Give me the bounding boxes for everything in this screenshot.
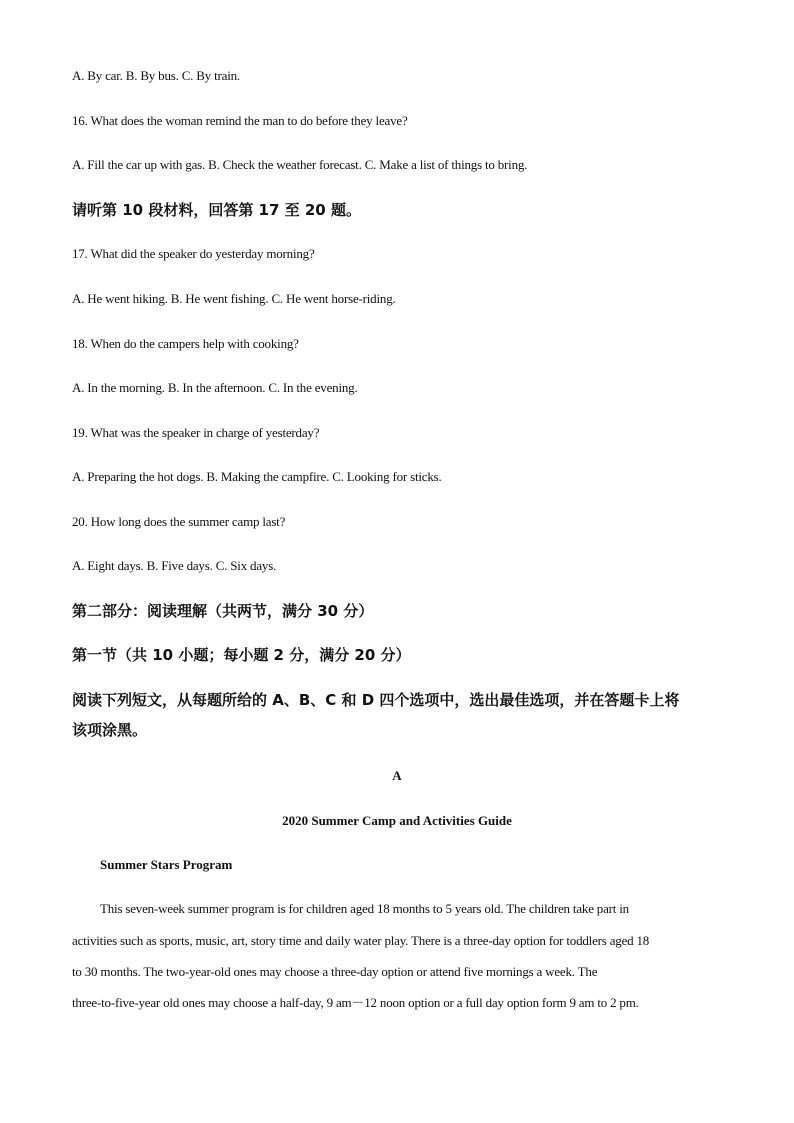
question-option-line: A. By car. B. By bus. C. By train.: [72, 68, 240, 83]
passage-body-line: three-to-five-year old ones may choose a half-day, 9 am－12 noon option or a full day option form 9 am to 2 pm.: [72, 995, 639, 1010]
question-option-line: A. In the morning. B. In the afternoon. C. In the evening.: [72, 380, 358, 395]
passage-body-line: activities such as sports, music, art, story time and daily water play. There is a three-day option for toddlers aged 18: [72, 933, 650, 948]
question-20: 20. How long does the summer camp last?: [72, 514, 286, 529]
question-17: 17. What did the speaker do yesterday morning?: [72, 246, 315, 261]
section-heading: 请听第 10 段材料，回答第 17 至 20 题。: [72, 201, 361, 219]
question-16: 16. What does the woman remind the man to do before they leave?: [72, 113, 408, 128]
question-18: 18. When do the campers help with cooking?: [72, 336, 299, 351]
instruction-text: 阅读下列短文，从每题所给的 A、B、C 和 D 四个选项中，选出最佳选项，并在答题卡上将: [72, 691, 680, 709]
part-heading: 第二部分：阅读理解（共两节，满分 30 分）: [72, 602, 374, 620]
program-title: Summer Stars Program: [100, 857, 233, 872]
passage-title: 2020 Summer Camp and Activities Guide: [282, 813, 512, 828]
question-option-line: A. Eight days. B. Five days. C. Six days.: [72, 558, 277, 573]
question-option-line: A. Fill the car up with gas. B. Check the weather forecast. C. Make a list of things to bring.: [72, 157, 528, 172]
passage-label: A: [392, 768, 402, 783]
question-19: 19. What was the speaker in charge of yesterday?: [72, 425, 320, 440]
section-heading: 第一节（共 10 小题；每小题 2 分，满分 20 分）: [72, 646, 411, 664]
passage-body-line: This seven-week summer program is for children aged 18 months to 5 years old. The children take part in: [100, 901, 629, 916]
question-option-line: A. He went hiking. B. He went fishing. C. He went horse-riding.: [72, 291, 396, 306]
question-option-line: A. Preparing the hot dogs. B. Making the campfire. C. Looking for sticks.: [72, 469, 442, 484]
passage-body-line: to 30 months. The two-year-old ones may choose a three-day option or attend five mornings a week. The: [72, 964, 598, 979]
instruction-text: 该项涂黑。: [72, 721, 148, 739]
